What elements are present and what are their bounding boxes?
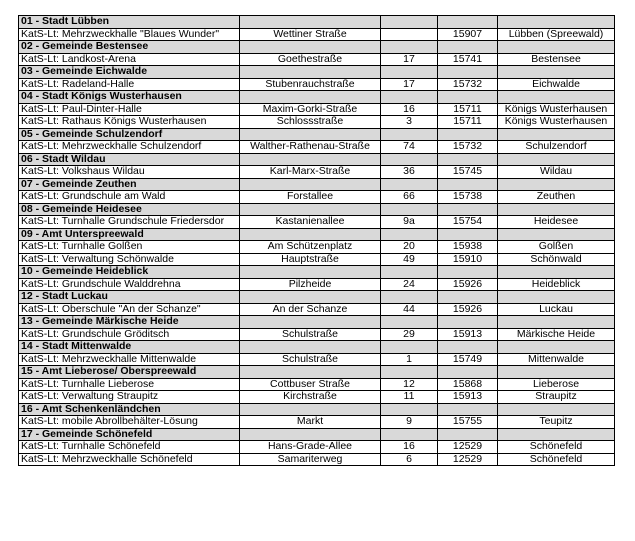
house-number-cell: 49 [381,253,438,266]
postal-code-cell: 12529 [438,453,498,466]
city-cell: Straupitz [498,391,615,404]
group-header-blank-cell [381,228,438,241]
table-row [19,391,615,404]
group-header-blank-cell [240,128,381,141]
group-header-blank-cell [438,366,498,379]
table-row [19,353,615,366]
group-header-blank-cell [381,128,438,141]
group-header-cell: 05 - Gemeinde Schulzendorf [19,128,240,141]
group-header-cell: 08 - Gemeinde Heidesee [19,203,240,216]
location-name-cell: KatS-Lt: Turnhalle Schönefeld [19,441,240,454]
group-header-cell: 09 - Amt Unterspreewald [19,228,240,241]
group-header-blank-cell [498,428,615,441]
house-number-cell: 6 [381,453,438,466]
group-header-blank-cell [240,41,381,54]
house-number-cell: 16 [381,103,438,116]
street-cell: An der Schanze [240,303,381,316]
group-header-blank-cell [498,266,615,279]
group-header-blank-cell [240,228,381,241]
location-name-cell: KatS-Lt: Rathaus Königs Wusterhausen [19,116,240,129]
postal-code-cell: 15754 [438,216,498,229]
city-cell: Golßen [498,241,615,254]
postal-code-cell: 15913 [438,391,498,404]
location-name-cell: KatS-Lt: Verwaltung Straupitz [19,391,240,404]
group-header-blank-cell [498,128,615,141]
group-header-blank-cell [381,16,438,29]
house-number-cell: 29 [381,328,438,341]
house-number-cell: 66 [381,191,438,204]
group-header-cell: 17 - Gemeinde Schönefeld [19,428,240,441]
group-header-row [19,66,615,79]
house-number-cell: 12 [381,378,438,391]
group-header-row [19,128,615,141]
group-header-row [19,403,615,416]
table-row [19,103,615,116]
house-number-cell: 44 [381,303,438,316]
house-number-cell: 17 [381,78,438,91]
table-row [19,416,615,429]
group-header-blank-cell [498,291,615,304]
street-cell: Pilzheide [240,278,381,291]
group-header-row [19,16,615,29]
street-cell: Karl-Marx-Straße [240,166,381,179]
postal-code-cell: 15732 [438,78,498,91]
postal-code-cell: 15938 [438,241,498,254]
group-header-cell: 14 - Stadt Mittenwalde [19,341,240,354]
location-name-cell: KatS-Lt: Grundschule Walddrehna [19,278,240,291]
group-header-blank-cell [240,178,381,191]
postal-code-cell: 15868 [438,378,498,391]
group-header-blank-cell [381,291,438,304]
group-header-blank-cell [381,428,438,441]
group-header-blank-cell [498,178,615,191]
group-header-blank-cell [498,91,615,104]
group-header-blank-cell [498,316,615,329]
location-name-cell: KatS-Lt: Radeland-Halle [19,78,240,91]
house-number-cell: 74 [381,141,438,154]
street-cell: Maxim-Gorki-Straße [240,103,381,116]
location-name-cell: KatS-Lt: Turnhalle Golßen [19,241,240,254]
street-cell: Stubenrauchstraße [240,78,381,91]
group-header-row [19,228,615,241]
street-cell: Schlossstraße [240,116,381,129]
group-header-blank-cell [381,41,438,54]
group-header-blank-cell [381,366,438,379]
group-header-blank-cell [381,153,438,166]
group-header-blank-cell [498,228,615,241]
postal-code-cell: 15907 [438,28,498,41]
group-header-cell: 01 - Stadt Lübben [19,16,240,29]
table-row [19,378,615,391]
group-header-blank-cell [381,203,438,216]
group-header-blank-cell [498,341,615,354]
city-cell: Lübben (Spreewald) [498,28,615,41]
city-cell: Schönefeld [498,441,615,454]
group-header-blank-cell [240,428,381,441]
table-row [19,116,615,129]
group-header-blank-cell [438,153,498,166]
group-header-blank-cell [438,41,498,54]
group-header-cell: 06 - Stadt Wildau [19,153,240,166]
table-row [19,328,615,341]
city-cell: Wildau [498,166,615,179]
group-header-row [19,291,615,304]
city-cell: Lieberose [498,378,615,391]
street-cell: Markt [240,416,381,429]
group-header-blank-cell [381,178,438,191]
street-cell: Kirchstraße [240,391,381,404]
location-name-cell: KatS-Lt: Mehrzweckhalle Schulzendorf [19,141,240,154]
street-cell: Cottbuser Straße [240,378,381,391]
group-header-blank-cell [498,153,615,166]
group-header-blank-cell [438,66,498,79]
postal-code-cell: 15711 [438,103,498,116]
group-header-blank-cell [438,228,498,241]
group-header-blank-cell [498,16,615,29]
city-cell: Zeuthen [498,191,615,204]
city-cell: Schulzendorf [498,141,615,154]
group-header-blank-cell [240,266,381,279]
group-header-blank-cell [240,16,381,29]
table-row [19,278,615,291]
table-row [19,141,615,154]
group-header-cell: 04 - Stadt Königs Wusterhausen [19,91,240,104]
location-name-cell: KatS-Lt: Oberschule "An der Schanze" [19,303,240,316]
locations-table [18,15,615,466]
location-name-cell: KatS-Lt: Grundschule Gröditsch [19,328,240,341]
city-cell: Schönwald [498,253,615,266]
table-row [19,253,615,266]
table-row [19,441,615,454]
table-row [19,53,615,66]
location-name-cell: KatS-Lt: Turnhalle Grundschule Friedersdor [19,216,240,229]
city-cell: Königs Wusterhausen [498,103,615,116]
group-header-cell: 15 - Amt Lieberose/ Oberspreewald [19,366,240,379]
location-name-cell: KatS-Lt: Verwaltung Schönwalde [19,253,240,266]
location-name-cell: KatS-Lt: Turnhalle Lieberose [19,378,240,391]
city-cell: Schönefeld [498,453,615,466]
location-name-cell: KatS-Lt: Paul-Dinter-Halle [19,103,240,116]
house-number-cell: 24 [381,278,438,291]
house-number-cell: 11 [381,391,438,404]
group-header-blank-cell [438,428,498,441]
group-header-blank-cell [438,341,498,354]
house-number-cell: 1 [381,353,438,366]
group-header-blank-cell [438,128,498,141]
table-row [19,241,615,254]
group-header-blank-cell [240,203,381,216]
house-number-cell: 20 [381,241,438,254]
group-header-blank-cell [438,291,498,304]
postal-code-cell: 15749 [438,353,498,366]
postal-code-cell: 15755 [438,416,498,429]
street-cell: Schulstraße [240,328,381,341]
city-cell: Eichwalde [498,78,615,91]
location-name-cell: KatS-Lt: Mehrzweckhalle "Blaues Wunder" [19,28,240,41]
city-cell: Luckau [498,303,615,316]
group-header-blank-cell [381,266,438,279]
group-header-row [19,366,615,379]
table-row [19,453,615,466]
group-header-row [19,266,615,279]
group-header-blank-cell [381,403,438,416]
group-header-blank-cell [381,66,438,79]
postal-code-cell: 15926 [438,278,498,291]
group-header-blank-cell [438,266,498,279]
group-header-blank-cell [498,66,615,79]
group-header-blank-cell [438,16,498,29]
group-header-cell: 03 - Gemeinde Eichwalde [19,66,240,79]
table-row [19,216,615,229]
house-number-cell: 9 [381,416,438,429]
street-cell: Goethestraße [240,53,381,66]
group-header-blank-cell [240,366,381,379]
house-number-cell: 17 [381,53,438,66]
group-header-blank-cell [240,153,381,166]
group-header-blank-cell [438,91,498,104]
group-header-blank-cell [438,203,498,216]
group-header-row [19,91,615,104]
house-number-cell: 9a [381,216,438,229]
group-header-blank-cell [438,403,498,416]
group-header-blank-cell [240,403,381,416]
group-header-blank-cell [498,203,615,216]
group-header-row [19,316,615,329]
table-row [19,166,615,179]
group-header-row [19,41,615,54]
city-cell: Bestensee [498,53,615,66]
group-header-row [19,428,615,441]
group-header-cell: 10 - Gemeinde Heideblick [19,266,240,279]
city-cell: Königs Wusterhausen [498,116,615,129]
house-number-cell: 16 [381,441,438,454]
location-name-cell: KatS-Lt: Grundschule am Wald [19,191,240,204]
postal-code-cell: 15745 [438,166,498,179]
house-number-cell: 3 [381,116,438,129]
city-cell: Märkische Heide [498,328,615,341]
street-cell: Forstallee [240,191,381,204]
group-header-blank-cell [240,341,381,354]
group-header-row [19,153,615,166]
group-header-blank-cell [381,91,438,104]
postal-code-cell: 15732 [438,141,498,154]
postal-code-cell: 15738 [438,191,498,204]
house-number-cell: 36 [381,166,438,179]
postal-code-cell: 15926 [438,303,498,316]
postal-code-cell: 12529 [438,441,498,454]
group-header-blank-cell [240,66,381,79]
group-header-cell: 16 - Amt Schenkenländchen [19,403,240,416]
group-header-cell: 13 - Gemeinde Märkische Heide [19,316,240,329]
group-header-blank-cell [498,366,615,379]
postal-code-cell: 15910 [438,253,498,266]
postal-code-cell: 15913 [438,328,498,341]
group-header-blank-cell [240,291,381,304]
locations-table-body [19,16,615,466]
group-header-cell: 12 - Stadt Luckau [19,291,240,304]
postal-code-cell: 15711 [438,116,498,129]
group-header-row [19,178,615,191]
group-header-blank-cell [438,316,498,329]
location-name-cell: KatS-Lt: Mehrzweckhalle Mittenwalde [19,353,240,366]
street-cell: Wettiner Straße [240,28,381,41]
location-name-cell: KatS-Lt: Mehrzweckhalle Schönefeld [19,453,240,466]
group-header-blank-cell [498,41,615,54]
city-cell: Teupitz [498,416,615,429]
group-header-blank-cell [498,403,615,416]
location-name-cell: KatS-Lt: Landkost-Arena [19,53,240,66]
city-cell: Heidesee [498,216,615,229]
location-name-cell: KatS-Lt: mobile Abrollbehälter-Lösung [19,416,240,429]
table-row [19,303,615,316]
city-cell: Heideblick [498,278,615,291]
street-cell: Hans-Grade-Allee [240,441,381,454]
location-name-cell: KatS-Lt: Volkshaus Wildau [19,166,240,179]
street-cell: Hauptstraße [240,253,381,266]
group-header-blank-cell [240,91,381,104]
group-header-blank-cell [438,178,498,191]
street-cell: Am Schützenplatz [240,241,381,254]
table-row [19,191,615,204]
group-header-blank-cell [381,316,438,329]
group-header-blank-cell [381,341,438,354]
group-header-row [19,341,615,354]
postal-code-cell: 15741 [438,53,498,66]
street-cell: Schulstraße [240,353,381,366]
street-cell: Walther-Rathenau-Straße [240,141,381,154]
group-header-cell: 02 - Gemeinde Bestensee [19,41,240,54]
house-number-cell [381,28,438,41]
group-header-cell: 07 - Gemeinde Zeuthen [19,178,240,191]
table-row [19,28,615,41]
street-cell: Kastanienallee [240,216,381,229]
street-cell: Samariterweg [240,453,381,466]
table-row [19,78,615,91]
group-header-row [19,203,615,216]
city-cell: Mittenwalde [498,353,615,366]
group-header-blank-cell [240,316,381,329]
